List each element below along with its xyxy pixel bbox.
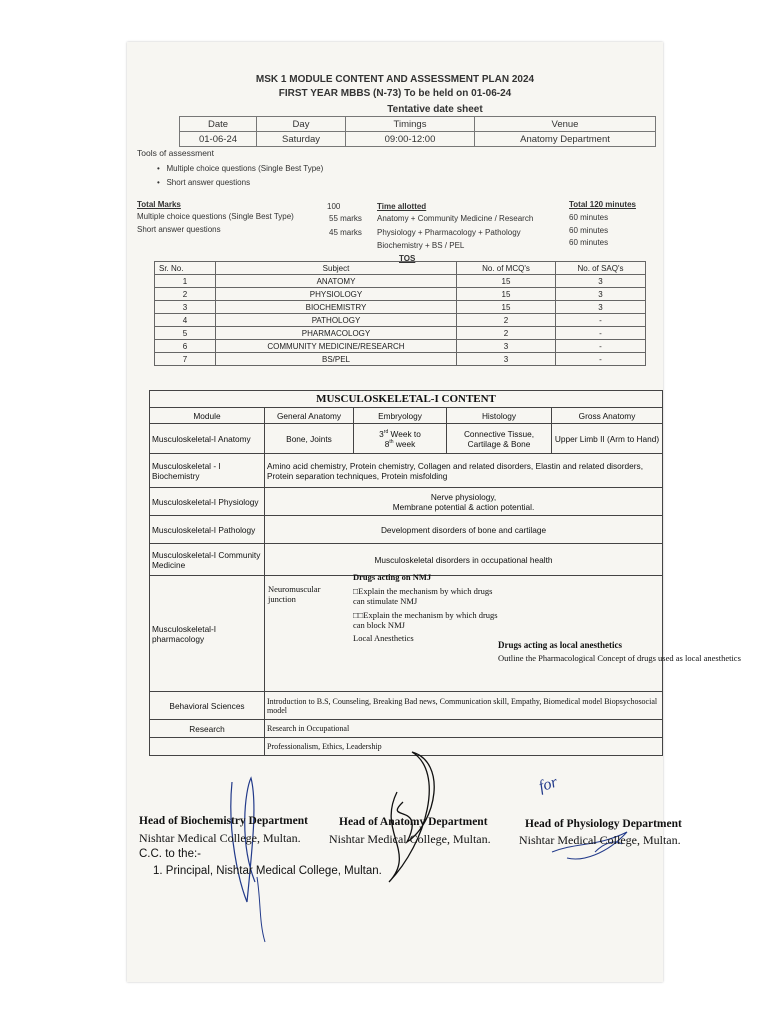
- tools-item-1: • Multiple choice questions (Single Best Type): [157, 164, 324, 173]
- saq-label: Short answer questions: [137, 225, 221, 234]
- tos-srno: 1: [155, 275, 216, 288]
- biochem-head-title: Head of Biochemistry Department: [139, 815, 308, 827]
- tos-col-subject: Subject: [216, 262, 457, 275]
- handwritten-for: for: [536, 773, 560, 796]
- biochemistry-module: Musculoskeletal - I Biochemistry: [150, 454, 265, 488]
- tos-table: [154, 261, 646, 366]
- tos-mcq: 3: [457, 353, 556, 366]
- local-anesthetics: Local Anesthetics: [353, 633, 414, 643]
- tos-subject: BIOCHEMISTRY: [216, 301, 457, 314]
- neuromuscular-junction: Neuromuscular junction: [268, 584, 321, 604]
- biochem-head-college: Nishtar Medical College, Multan.: [139, 831, 301, 845]
- time-row-2: Physiology + Pharmacology + Pathology: [377, 228, 521, 237]
- anatomy-gross: Upper Limb II (Arm to Hand): [552, 424, 663, 454]
- date-cell: 01-06-24: [180, 132, 257, 147]
- doc-title-line2: FIRST YEAR MBBS (N-73) To be held on 01-06-24: [278, 88, 512, 99]
- total-marks-label: Total Marks: [137, 200, 181, 209]
- content-title: MUSCULOSKELETAL-I CONTENT: [150, 391, 663, 408]
- minutes-3: 60 minutes: [569, 238, 609, 247]
- tos-srno: 6: [155, 340, 216, 353]
- tos-saq: -: [556, 314, 646, 327]
- cc-signature: [257, 877, 265, 942]
- day-cell: Saturday: [257, 132, 346, 147]
- tos-saq: 3: [556, 288, 646, 301]
- anatomy-embryology: 3rd Week to 8th week: [354, 424, 447, 454]
- tools-item-2: • Short answer questions: [157, 178, 251, 187]
- time-row-3: Biochemistry + BS / PEL: [377, 241, 465, 250]
- pathology-module: Musculoskeletal-I Pathology: [150, 516, 265, 544]
- pharmacology-module: Musculoskeletal-I pharmacology: [150, 576, 265, 692]
- tos-title: TOS: [399, 254, 416, 263]
- tos-saq: 3: [556, 301, 646, 314]
- tos-srno: 2: [155, 288, 216, 301]
- behavioral-module: Behavioral Sciences: [150, 692, 265, 720]
- signature-scribbles: [127, 682, 663, 922]
- tos-srno: 5: [155, 327, 216, 340]
- time-row-1: Anatomy + Community Medicine / Research: [377, 214, 534, 223]
- tos-subject: BS/PEL: [216, 353, 457, 366]
- tos-row: [155, 288, 646, 301]
- pharmacology-content: [265, 572, 741, 692]
- date-header: Date: [180, 117, 257, 132]
- community-module: Musculoskeletal-I Community Medicine: [150, 544, 265, 576]
- tos-srno: 3: [155, 301, 216, 314]
- venue-cell: Anatomy Department: [475, 132, 656, 147]
- anatomy-histology: Connective Tissue, Cartilage & Bone: [447, 424, 552, 454]
- venue-header: Venue: [475, 117, 656, 132]
- tos-saq: -: [556, 327, 646, 340]
- tos-subject: PHYSIOLOGY: [216, 288, 457, 301]
- mcq-marks: 55 marks: [329, 214, 362, 223]
- tos-row: [155, 314, 646, 327]
- tos-subject: PATHOLOGY: [216, 314, 457, 327]
- physiology-head-title: Head of Physiology Department: [525, 818, 682, 830]
- tos-subject: ANATOMY: [216, 275, 457, 288]
- anatomy-general: Bone, Joints: [265, 424, 354, 454]
- cc-item-1: 1. Principal, Nishtar Medical College, Multan.: [153, 865, 382, 877]
- physiology-head-college: Nishtar Medical College, Multan.: [519, 833, 681, 847]
- content-col-general: General Anatomy: [265, 408, 354, 424]
- research-content: Research in Occupational: [265, 720, 663, 738]
- tos-mcq: 15: [457, 275, 556, 288]
- content-col-gross: Gross Anatomy: [552, 408, 663, 424]
- anatomy-head-college: Nishtar Medical College, Multan.: [329, 832, 491, 846]
- tos-mcq: 2: [457, 314, 556, 327]
- drugs-nmj-heading: Drugs acting on NMJ: [353, 572, 432, 582]
- tos-col-mcq: No. of MCQ's: [457, 262, 556, 275]
- tos-mcq: 3: [457, 340, 556, 353]
- tos-srno: 4: [155, 314, 216, 327]
- tos-saq: -: [556, 340, 646, 353]
- document-page: [127, 42, 741, 982]
- tos-mcq: 15: [457, 301, 556, 314]
- tos-mcq: 2: [457, 327, 556, 340]
- tos-saq: -: [556, 353, 646, 366]
- cc-label: C.C. to the:-: [139, 848, 201, 860]
- tos-row: [155, 327, 646, 340]
- tos-row: [155, 275, 646, 288]
- pathology-content: Development disorders of bone and cartilage: [265, 516, 663, 544]
- tos-srno: 7: [155, 353, 216, 366]
- nmj-bullet-2: □□Explain the mechanism by which drugs can block NMJ: [353, 610, 498, 630]
- time-allotted-heading: Time allotted: [377, 202, 427, 211]
- tos-col-srno: Sr. No.: [155, 262, 216, 275]
- tos-subject: COMMUNITY MEDICINE/RESEARCH: [216, 340, 457, 353]
- biochemistry-content: Amino acid chemistry, Protein chemistry, Collagen and related disorders, Elastin and related disorders, Protein separation techniques, Protein misfolding: [265, 454, 663, 488]
- content-col-histology: Histology: [447, 408, 552, 424]
- nmj-bullet-1: □Explain the mechanism by which drugs can stimulate NMJ: [353, 586, 493, 606]
- tos-row: [155, 353, 646, 366]
- day-header: Day: [257, 117, 346, 132]
- minutes-1: 60 minutes: [569, 213, 609, 222]
- tos-saq: 3: [556, 275, 646, 288]
- date-sheet-table: [179, 116, 656, 147]
- tos-col-saq: No. of SAQ's: [556, 262, 646, 275]
- saq-marks: 45 marks: [329, 228, 362, 237]
- behavioral-content: Introduction to B.S, Counseling, Breaking Bad news, Communication skill, Empathy, Biomedical model Biopsychosocial model: [265, 692, 663, 720]
- physiology-module: Musculoskeletal-I Physiology: [150, 488, 265, 516]
- drugs-la-heading: Drugs acting as local anesthetics: [498, 640, 622, 650]
- tools-heading: Tools of assessment: [137, 148, 215, 158]
- anatomy-module: Musculoskeletal-I Anatomy: [150, 424, 265, 454]
- tos-subject: PHARMACOLOGY: [216, 327, 457, 340]
- physiology-content: Nerve physiology, Membrane potential & action potential.: [265, 488, 663, 516]
- doc-title-line1: MSK 1 MODULE CONTENT AND ASSESSMENT PLAN 2024: [255, 74, 535, 85]
- mcq-label: Multiple choice questions (Single Best Type): [137, 212, 294, 221]
- pel-content: Professionalism, Ethics, Leadership: [265, 738, 663, 756]
- tos-mcq: 15: [457, 288, 556, 301]
- timings-cell: 09:00-12:00: [346, 132, 475, 147]
- content-col-embryology: Embryology: [354, 408, 447, 424]
- research-module: Research: [150, 720, 265, 738]
- content-col-module: Module: [150, 408, 265, 424]
- la-outline: Outline the Pharmacological Concept of drugs used as local anesthetics: [498, 653, 741, 663]
- total-marks-value: 100: [327, 202, 341, 211]
- minutes-2: 60 minutes: [569, 226, 609, 235]
- community-content: Musculoskeletal disorders in occupational health: [265, 544, 663, 576]
- tos-row: [155, 340, 646, 353]
- total-time-heading: Total 120 minutes: [569, 200, 636, 209]
- anatomy-head-title: Head of Anatomy Department: [339, 816, 488, 828]
- date-sheet-title: Tentative date sheet: [387, 104, 483, 115]
- tos-body: [155, 275, 646, 366]
- tos-row: [155, 301, 646, 314]
- timings-header: Timings: [346, 117, 475, 132]
